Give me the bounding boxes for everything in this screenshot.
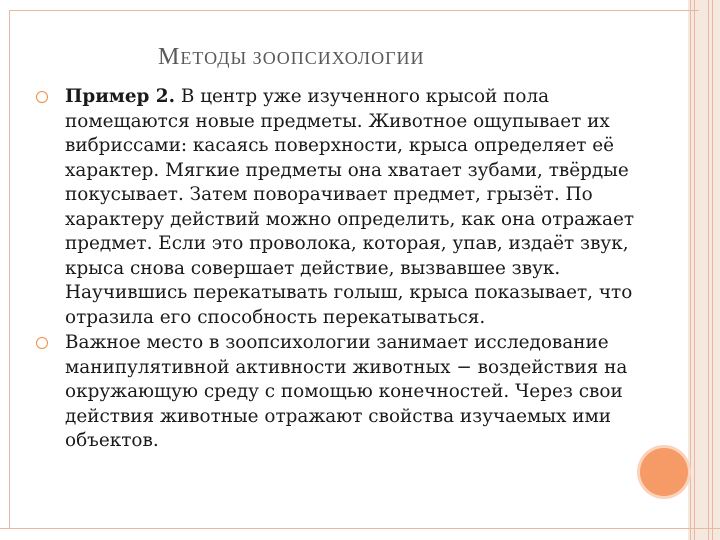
bullet-item-example — [36, 85, 658, 330]
item-text: В центр уже изученного крысой пола помещаются новые предметы. Животное ощупывает их вибриссами: касаясь поверхности, крыса определяет её характер. Мягкие предметы она хватает зубами, твёрдые покусывает. Затем поворачивает предмет, грызёт. По характеру действий можно определить, как она отражает предмет. Если это проволока, которая, упав, издаёт звук, крыса снова совершает действие, вызвавшее звук. Научившись перекатывать голыш, крыса показывает, что отразила его способность перекатываться. — [65, 86, 635, 328]
decorative-circle — [640, 448, 688, 496]
title-rest: ЕТОДЫ ЗООПСИХОЛОГИИ — [180, 48, 425, 68]
circle-bullet-icon — [36, 91, 48, 103]
item-text: Важное место в зоопсихологии занимает исследование манипулятивной активности животных − воздействия на окружающую среду с помощью конечностей. Через свои действия животные отражают свойства изучаемых ими объектов. — [65, 332, 628, 451]
bullet-item-manipulation — [36, 331, 658, 454]
slide-content — [36, 85, 658, 455]
decorative-border-line — [708, 0, 709, 540]
item-lead: Пример 2. — [65, 86, 176, 107]
title-first-letter: М — [158, 44, 181, 70]
decorative-border-line — [712, 0, 713, 540]
slide-title — [158, 44, 425, 71]
circle-bullet-icon — [36, 337, 48, 349]
decorative-bottom-line — [0, 528, 720, 529]
